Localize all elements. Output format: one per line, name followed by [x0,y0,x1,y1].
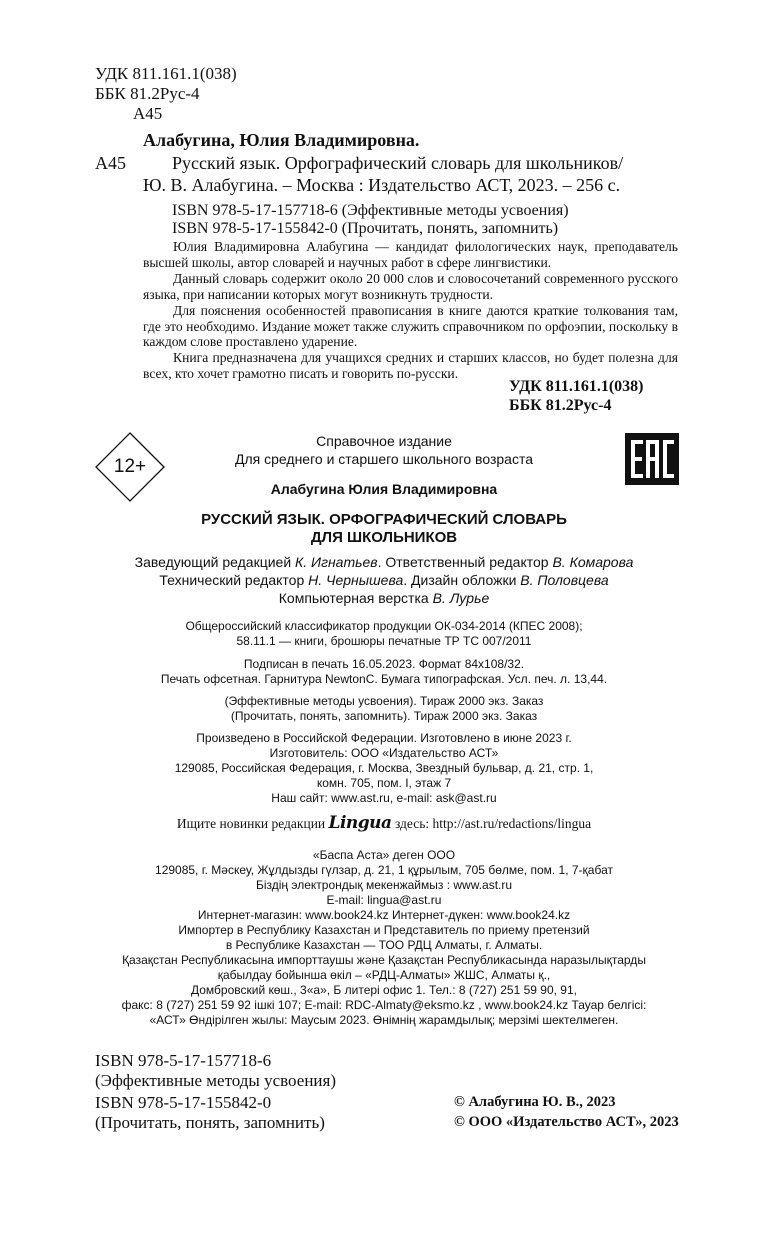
produced-in: Произведено в Российской Федерации. Изготовлено в июне 2023 г. [196,731,572,745]
bib-isbn-2: ISBN 978-5-17-155842-0 (Прочитать, понять, запомнить) [172,220,559,237]
print-specs: Печать офсетная. Гарнитура NewtonC. Бумага типографская. Усл. печ. л. 13,44. [160,672,608,686]
staff-name: К. Игнатьев [295,554,378,570]
classifier-1: Общероссийский классификатор продукции ОК-034-2014 (КПЕС 2008); [185,619,583,633]
staff-name: В. Лурье [432,590,490,606]
bbk-right: ББК 81.2Рус-4 [509,397,612,414]
annotation [143,239,678,382]
staff-role: Дизайн обложки [411,572,521,588]
age-rating-label: 12+ [113,456,147,477]
footer-series-2: (Прочитать, понять, запомнить) [95,1113,325,1132]
footer-isbn-2: ISBN 978-5-17-155842-0 [95,1093,272,1112]
staff-role: Ответственный редактор [385,554,553,570]
print-run-2: (Прочитать, понять, запомнить). Тираж 2000 экз. Заказ [230,709,538,723]
imprint-author: Алабугина Юлия Владимировна [270,481,498,497]
footer-series-1: (Эффективные методы усвоения) [95,1071,336,1090]
lingua-text-after: здесь: http://ast.ru/redactions/lingua [391,816,592,831]
staff-sep: . [403,572,412,588]
staff-sep: . [377,554,386,570]
udk-right: УДК 811.161.1(038) [509,378,644,395]
copyright-author: © Алабугина Ю. В., 2023 [454,1094,616,1110]
kz-line: «АСТ» Өндірілген жылы: Маусым 2023. Өнімнің жарамдылық; мерзімі шектелмеген. [149,1013,619,1027]
lingua-text-before: Ищите новинки редакции [176,816,329,831]
kz-line: Интернет-магазин: www.book24.kz Интернет-дүкен: www.book24.kz [197,908,571,922]
kz-line: факс: 8 (727) 251 59 92 ішкі 107; E-mail: RDC-Almaty@eksmo.kz , www.book24.kz Тауар белгісі: [121,998,647,1012]
imprint-title-2: ДЛЯ ШКОЛЬНИКОВ [310,529,458,546]
author-mark: А45 [133,104,163,123]
copyright-publisher: © ООО «Издательство АСТ», 2023 [454,1114,679,1130]
staff-name: В. Комарова [552,554,634,570]
website-email: Наш сайт: www.ast.ru, e-mail: ask@ast.ru [271,791,497,805]
staff-line-2 [0,572,768,588]
staff-role: Заведующий редакцией [134,554,296,570]
staff-name: В. Половцева [520,572,609,588]
footer-isbn-1: ISBN 978-5-17-157718-6 [95,1051,272,1070]
annotation-p3: Для пояснения особенностей правописания в книге даются краткие толкования там, где это необходимо. Издание может также служить справочником по орфоэпии, поскольку в каждом слове проставлено ударение. [143,302,678,350]
kz-line: Домбровский көш., 3«а», Б литері офис 1. Тел.: 8 (727) 251 59 90, 91, [191,983,577,997]
signed-to-print: Подписан в печать 16.05.2023. Формат 84х108/32. [243,657,525,671]
staff-role: Компьютерная верстка [278,590,433,606]
kz-line: E-mail: lingua@ast.ru [326,893,442,907]
bib-isbn-1: ISBN 978-5-17-157718-6 (Эффективные методы усвоения) [172,202,569,219]
kz-line: «Баспа Аста» деген ООО [312,848,456,862]
annotation-p2: Данный словарь содержит около 20 000 слов и словосочетаний современного русского языка, при написании которых могут возникнуть трудности. [143,270,678,302]
lingua-line [0,812,768,835]
kz-line: Біздің электрондық мекенжаймыз : www.ast.ru [255,878,513,892]
bbk-code: ББК 81.2Рус-4 [95,84,200,103]
staff-line-1 [0,554,768,570]
annotation-p4: Книга предназначена для учащихся средних и старших классов, но будет полезна для всех, кто хочет грамотно писать и говорить по-русски. [143,350,678,382]
bib-author: Алабугина, Юлия Владимировна. [143,130,420,150]
kz-line: Қазақстан Республикасына импорттаушы және Қазақстан Республикасында наразылықтарды [122,953,646,967]
annotation-p1: Юлия Владимировна Алабугина — кандидат филологических наук, преподаватель высшей школы, автор словарей и научных работ в сфере лингвистики. [143,239,678,270]
bib-author-mark: А45 [95,153,126,173]
kz-line: Импортер в Республику Казахстан и Представитель по приему претензий [178,923,590,937]
classifier-2: 58.11.1 — книги, брошюры печатные ТР ТС 007/2011 [236,634,532,648]
staff-name: Н. Чернышева [308,572,404,588]
edition-audience: Для среднего и старшего школьного возраста [235,451,533,467]
imprint-title-1: РУССКИЙ ЯЗЫК. ОРФОГРАФИЧЕСКИЙ СЛОВАРЬ [201,511,567,528]
kz-line: в Республике Казахстан — ТОО РДЦ Алматы, г. Алматы. [225,938,543,952]
lingua-logo: Lingua [328,813,392,833]
staff-role: Технический редактор [159,572,309,588]
bib-title-line1: Русский язык. Орфографический словарь для школьников/ [172,153,624,173]
kz-line: 129085, г. Мәскеу, Жұлдызды гүлзар, д. 21, 1 құрылым, 705 бөлме, пом. 1, 7-қабат [155,863,613,877]
address-1: 129085, Российская Федерация, г. Москва, Звездный бульвар, д. 21, стр. 1, [174,761,594,775]
udk-code: УДК 811.161.1(038) [95,64,237,83]
bib-title-line2: Ю. В. Алабугина. – Москва : Издательство АСТ, 2023. – 256 с. [143,175,621,195]
manufacturer: Изготовитель: ООО «Издательство АСТ» [269,746,499,760]
staff-line-3 [0,590,768,606]
edition-type: Справочное издание [316,433,452,449]
print-run-1: (Эффективные методы усвоения). Тираж 2000 экз. Заказ [224,694,544,708]
kz-line: қабылдау бойынша өкіл – «РДЦ-Алматы» ЖШС, Алматы қ., [217,968,551,982]
address-2: комн. 705, пом. I, этаж 7 [316,776,452,790]
